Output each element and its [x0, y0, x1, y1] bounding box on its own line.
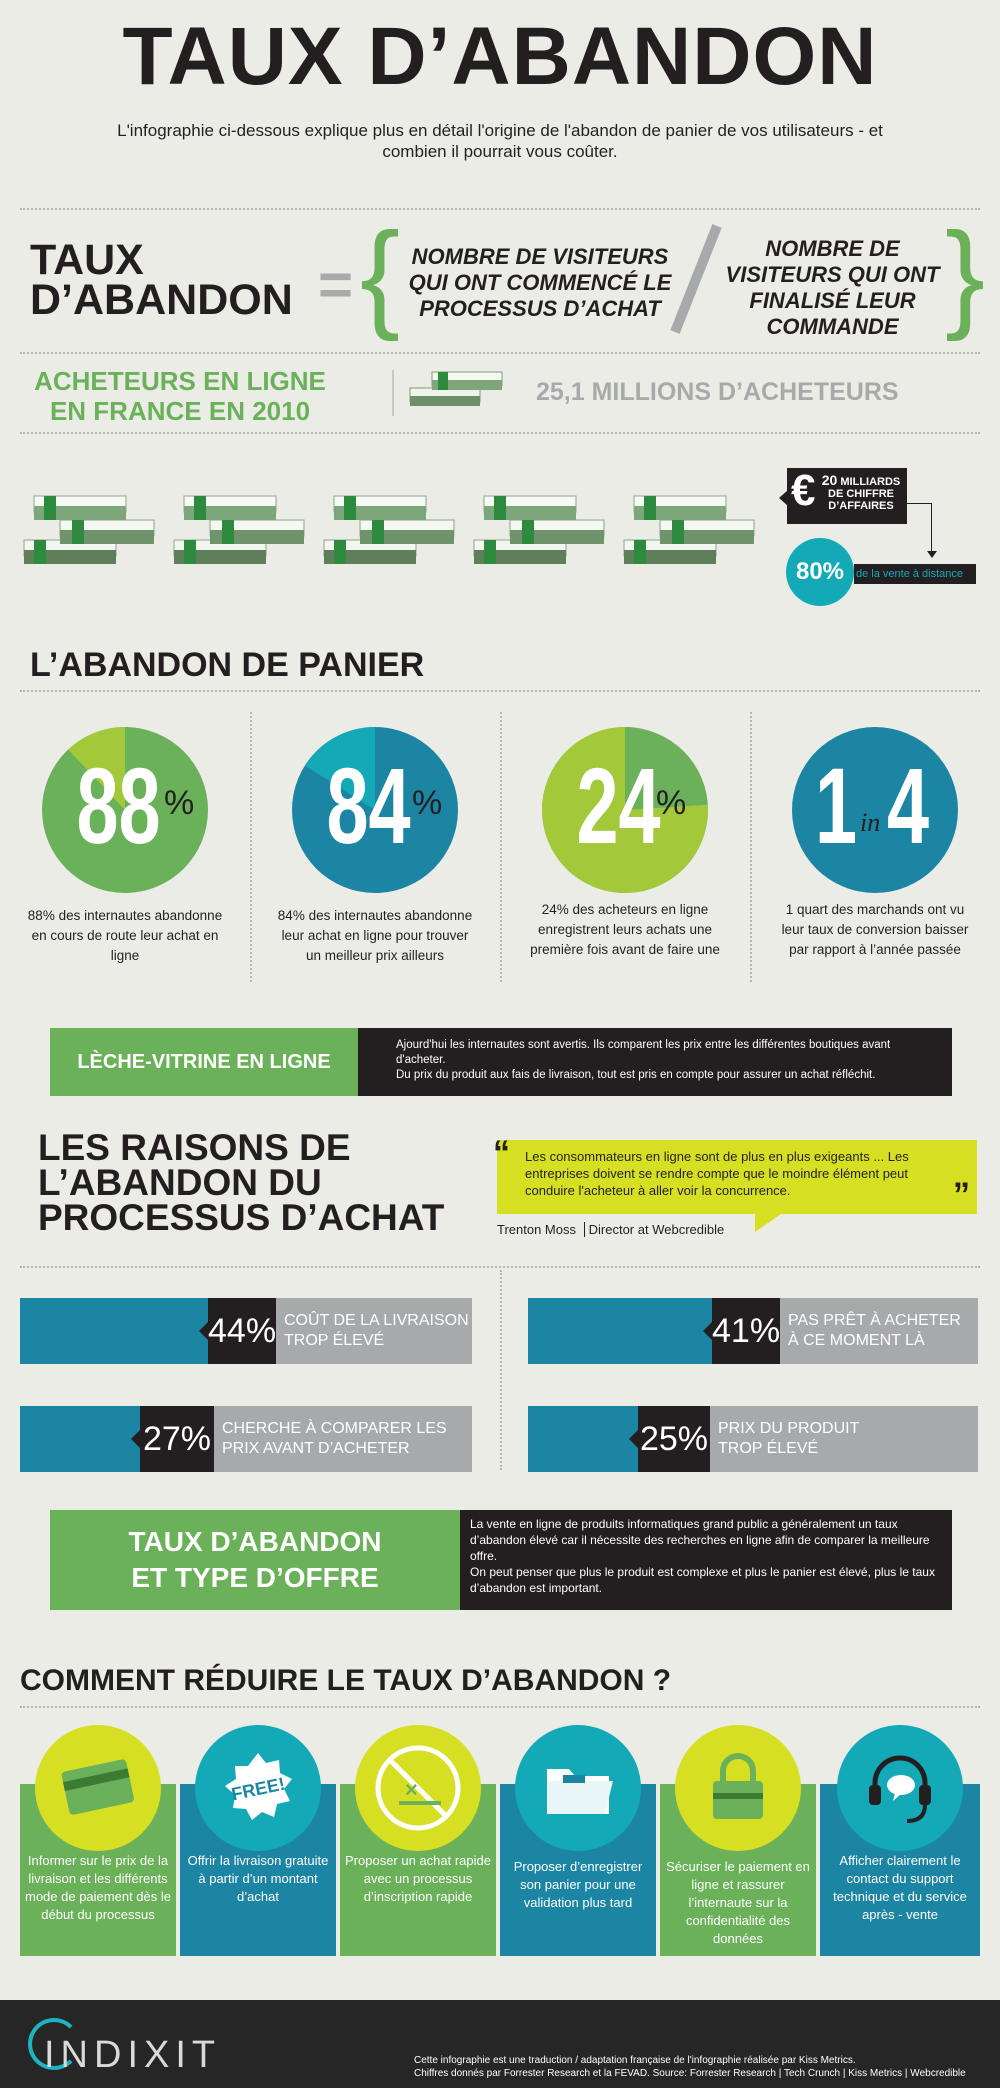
right-brace: } [945, 208, 986, 342]
formula-left [30, 236, 293, 324]
reason-label [276, 1298, 472, 1364]
arrow-down-icon [927, 551, 937, 558]
money-stack-icon [320, 484, 460, 584]
lock-icon [675, 1725, 801, 1851]
reason-label [214, 1406, 472, 1472]
buyers-label: ACHETEURS EN LIGNE EN FRANCE EN 2010 [34, 366, 326, 426]
column-divider [250, 712, 252, 982]
quote-author-role: Director at Webcredible [588, 1222, 725, 1237]
type-offre-title-line2: ET TYPE D’OFFRE [131, 1562, 379, 1593]
stat-number: 24 [576, 745, 661, 866]
euro-icon: € [791, 466, 816, 515]
stat-percent-sign: % [412, 784, 443, 822]
tip-text: Informer sur le prix de la livraison et les différents mode de paiement dès le début du processus [25, 1853, 171, 1922]
reason-percent: 27% [140, 1406, 214, 1472]
reason-label-line2: PRIX AVANT D’ACHETER [222, 1440, 410, 1457]
divider [20, 1706, 980, 1708]
leche-vitrine-text [358, 1028, 952, 1096]
reason-label [780, 1298, 978, 1364]
reason-bar [20, 1298, 208, 1364]
money-stack-icon [20, 484, 160, 584]
stat-number: 84 [326, 745, 411, 866]
leche-vitrine-text1: Ajourd'hui les internautes sont avertis. Ils comparent les prix entre les différentes boutiques avant d'acheter. [396, 1039, 891, 1066]
reason-percent: 41% [712, 1298, 780, 1364]
quote-author-name: Trenton Moss [497, 1222, 576, 1237]
arrow-line [931, 503, 932, 553]
formula-numerator: NOMBRE DE VISITEURS QUI ONT COMMENCÉ LE PROCESSUS D’ACHAT [408, 244, 672, 321]
revenue-text [816, 474, 906, 512]
raisons-title-line1: LES RAISONS DE [38, 1127, 351, 1168]
money-stack-icon [470, 484, 610, 584]
formula-left-line2: D’ABANDON [30, 276, 293, 324]
type-offre-title-line1: TAUX D’ABANDON [128, 1526, 382, 1557]
revenue-box-pointer [779, 490, 788, 506]
footer-credit-line2: Chiffres donnés par Forrester Research et la FEVAD. Source: Forrester Research | Tech Crunch | Kiss Metrics | Webcredible [414, 2068, 966, 2079]
type-offre-text [460, 1510, 952, 1610]
quote-author [497, 1222, 724, 1237]
reason-notch [199, 1322, 208, 1340]
footer-credit-line1: Cette infographie est une traduction / adaptation française de l'infographie réalisée par Kiss Metrics. [414, 2055, 856, 2066]
stat-percent-sign: % [656, 784, 687, 822]
money-stack-icon [170, 484, 310, 584]
stat-percent-sign: % [164, 784, 195, 822]
folder-icon [515, 1725, 641, 1851]
stat-number-left: 1 [815, 745, 858, 866]
formula-left-line1: TAUX [30, 236, 144, 284]
quote-tail [755, 1214, 781, 1232]
stat-caption: 1 quart des marchands ont vu leur taux de conversion baisser par rapport à l’année passée [781, 902, 969, 957]
stat-number: 88 [76, 745, 161, 866]
money-stack-icon [620, 484, 760, 584]
reason-bar [528, 1406, 638, 1472]
column-divider [500, 712, 502, 982]
reason-notch [629, 1430, 638, 1448]
reason-percent: 44% [208, 1298, 276, 1364]
reason-bar [528, 1298, 712, 1364]
raisons-title-line2: L’ABANDON DU [38, 1162, 322, 1203]
divider [20, 432, 980, 434]
reason-notch [703, 1322, 712, 1340]
stat-caption: 84% des internautes abandonne leur achat en ligne pour trouver un meilleur prix ailleurs [277, 908, 473, 963]
arrow-line [907, 503, 932, 504]
tip-text: Sécuriser le paiement en ligne et rassurer l’internaute sur la confidentialité des données [666, 1859, 810, 1946]
headset-icon [837, 1725, 963, 1851]
stat-caption: 24% des acheteurs en ligne enregistrent leurs achats une première fois avant de faire une [530, 902, 720, 957]
section-title-abandon: L’ABANDON DE PANIER [30, 646, 425, 684]
quote-close-icon: ” [953, 1176, 970, 1214]
reason-label-line1: PRIX DU PRODUIT [718, 1420, 860, 1437]
revenue-amount-label: MILLIARDS DE CHIFFRE D’AFFAIRES [828, 476, 901, 512]
intro-text: L'infographie ci-dessous explique plus en détail l'origine de l'abandon de panier de vos utilisateurs - et combien il pourrait vous coûter. [117, 121, 883, 161]
revenue-amount: 20 [821, 472, 838, 488]
reason-label-line2: TROP ÉLEVÉ [718, 1440, 819, 1457]
reason-label-line1: CHERCHE À COMPARER LES [222, 1420, 447, 1437]
buyers-separator [392, 370, 394, 416]
reason-label-line1: COÛT DE LA LIVRAISON [284, 1312, 469, 1329]
reason-percent: 25% [638, 1406, 710, 1472]
free-badge-icon [195, 1725, 321, 1851]
reason-label [710, 1406, 978, 1472]
reason-notch [131, 1430, 140, 1448]
fraction-slash [665, 220, 725, 340]
tip-text: Proposer d’enregistrer son panier pour une validation plus tard [513, 1859, 643, 1910]
leche-vitrine-title: LÈCHE-VITRINE EN LIGNE [50, 1028, 358, 1096]
section-title-raisons [38, 1127, 445, 1238]
left-brace: { [360, 208, 401, 342]
raisons-title-line3: PROCESSUS D’ACHAT [38, 1197, 445, 1238]
money-stack-icon [408, 358, 504, 418]
formula-denominator: NOMBRE DE VISITEURS QUI ONT FINALISÉ LEUR COMMANDE [725, 236, 940, 339]
credit-card-icon [35, 1725, 161, 1851]
distance-sales-percent: 80% [786, 538, 854, 606]
logo-text: INDIXIT [44, 2034, 222, 2076]
buyers-count: 25,1 MILLIONS D’ACHETEURS [536, 378, 899, 406]
divider [20, 208, 980, 210]
tip-text: Proposer un achat rapide avec un processus d’inscription rapide [345, 1853, 491, 1904]
type-offre-title [50, 1510, 460, 1610]
stat-number-mid: in [860, 808, 881, 837]
tip-text: Offrir la livraison gratuite à partir d’un montant d’achat [187, 1853, 329, 1904]
column-divider [500, 1270, 502, 1470]
equals-sign: = [318, 251, 354, 318]
leche-vitrine-text2: Du prix du produit aux fais de livraison, tout est pris en compte pour assurer un achat réfléchit. [396, 1069, 876, 1081]
quote-text: Les consommateurs en ligne sont de plus en plus exigeants ... Les entreprises doivent se rendre compte que le moindre élément peut conduire l'acheteur à aller voir la concurrence. [497, 1140, 977, 1214]
distance-sales-label: de la vente à distance [854, 564, 976, 584]
type-offre-text2: On peut penser que plus le produit est complexe et plus le panier est élevé, plus le taux d’abandon est important. [470, 1565, 935, 1595]
stat-number-right: 4 [886, 745, 930, 866]
free-badge-text: FREE! [229, 1773, 287, 1805]
svg-text:×: × [405, 1777, 418, 1802]
stat-caption: 88% des internautes abandonne en cours de route leur achat en ligne [27, 908, 223, 963]
reason-bar [20, 1406, 140, 1472]
page-title: TAUX D’ABANDON [122, 11, 878, 102]
column-divider [750, 712, 752, 982]
quote-open-icon: “ [493, 1134, 510, 1172]
tip-text: Afficher clairement le contact du support technique et du service après - vente [833, 1853, 967, 1922]
divider [20, 690, 980, 692]
reason-label-line2: À CE MOMENT LÀ [788, 1332, 925, 1349]
section-title-reduire: COMMENT RÉDUIRE LE TAUX D’ABANDON ? [20, 1664, 672, 1697]
reason-label-line2: TROP ÉLEVÉ [284, 1332, 385, 1349]
reason-label-line1: PAS PRÊT À ACHETER [788, 1312, 961, 1329]
no-signup-icon [355, 1725, 481, 1851]
footer-credit [414, 2054, 994, 2080]
type-offre-text1: La vente en ligne de produits informatiques grand public a généralement un taux d’abandon élevé car il nécessite des recherches en ligne afin de comparer la meilleure offre. [470, 1517, 930, 1563]
divider [20, 1266, 980, 1268]
divider [20, 352, 980, 354]
